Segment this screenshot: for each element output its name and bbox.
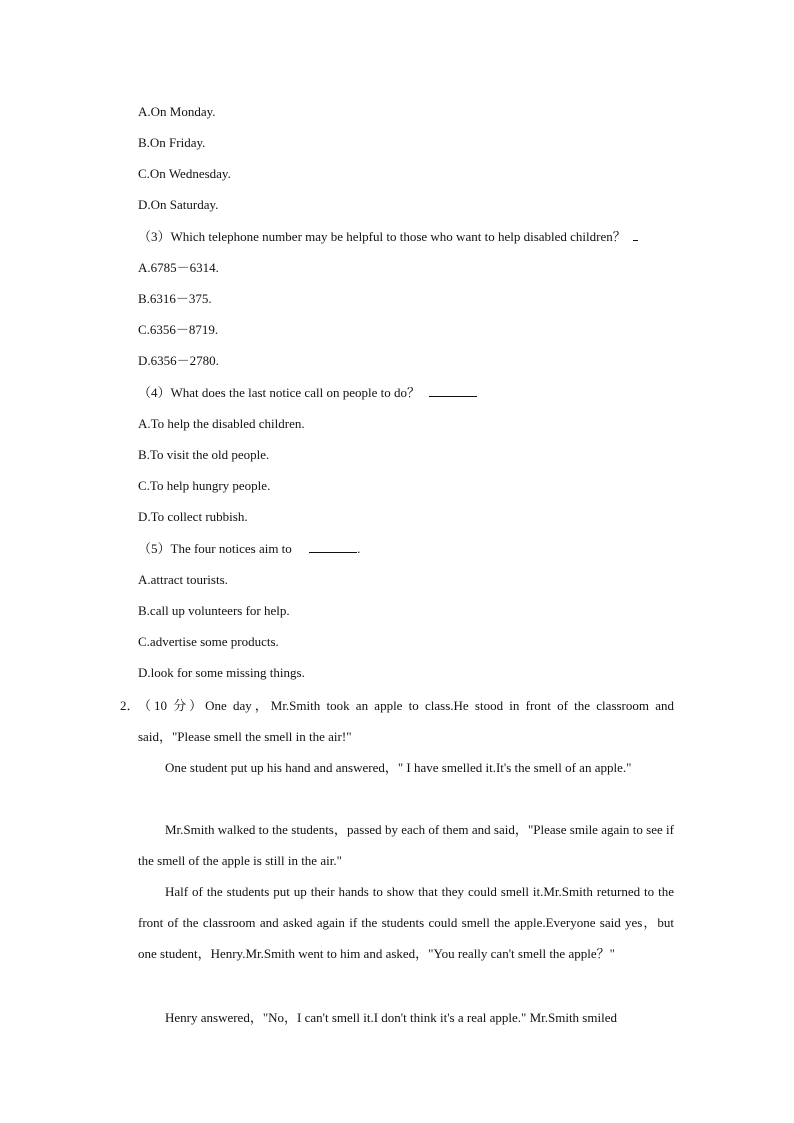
passage-paragraph-5-text: Henry answered，"No，I can't smell it.I don't think it's a real apple." Mr.Smith smiled: [165, 1010, 617, 1025]
q5-option-c: C.advertise some products.: [138, 634, 279, 649]
q5-option-a: A.attract tourists.: [138, 572, 228, 587]
q2-option-d: D.On Saturday.: [138, 197, 219, 212]
q3-option-d: D.6356－2780.: [138, 353, 219, 368]
passage-paragraph-5: [138, 1002, 674, 1033]
q2-option-b: B.On Friday.: [138, 135, 206, 150]
q2-option-a: A.On Monday.: [138, 104, 216, 119]
q2-option-c: C.On Wednesday.: [138, 166, 231, 181]
passage-paragraph-4: [138, 876, 674, 969]
passage-paragraph-2-text: One student put up his hand and answered，" I have smelled it.It's the smell of an apple.": [165, 760, 632, 775]
q3-answer-blank: [633, 229, 638, 241]
passage-paragraph-2: [138, 752, 674, 783]
q4-option-c: C.To help hungry people.: [138, 478, 271, 493]
q3-stem: [138, 229, 638, 245]
q3-option-c: C.6356－8719.: [138, 322, 219, 337]
q4-answer-blank: [429, 385, 477, 397]
q3-option-a: A.6785－6314.: [138, 260, 219, 275]
passage-paragraph-3: [138, 814, 674, 876]
q5-stem-end: .: [357, 541, 361, 556]
passage-paragraph-1: [138, 690, 674, 752]
question-2-number: 2．: [120, 698, 140, 713]
q5-option-d: D.look for some missing things.: [138, 665, 305, 680]
q4-stem: [138, 385, 477, 401]
q4-option-b: B.To visit the old people.: [138, 447, 270, 462]
q5-option-b: B.call up volunteers for help.: [138, 603, 290, 618]
q4-option-a: A.To help the disabled children.: [138, 416, 305, 431]
q4-stem-text: （4）What does the last notice call on people to do？: [138, 385, 420, 400]
question-2-score: （10 分）: [138, 698, 206, 713]
q3-stem-text: （3）Which telephone number may be helpful to those who want to help disabled children？: [138, 229, 626, 244]
q4-option-d: D.To collect rubbish.: [138, 509, 248, 524]
q5-stem: [138, 541, 360, 557]
q3-option-b: B.6316－375.: [138, 291, 212, 306]
q5-answer-blank: [309, 541, 357, 553]
passage-paragraph-3-text: Mr.Smith walked to the students，passed by each of them and said，"Please smile again to see if the smell of the apple is still in the air.": [138, 822, 674, 868]
q5-stem-text: （5）The four notices aim to: [138, 541, 292, 556]
passage-paragraph-4-text: Half of the students put up their hands to show that they could smell it.Mr.Smith returned to the front of the classroom and asked again if the students could smell the apple.Everyone said yes，but one student，Henry.Mr.Smith went to him and asked，"You really can't smell the apple？": [138, 884, 674, 961]
passage-paragraph-1-text: One day，Mr.Smith took an apple to class.He stood in front of the classroom and said，"Please smell the smell in the air!": [138, 698, 674, 744]
